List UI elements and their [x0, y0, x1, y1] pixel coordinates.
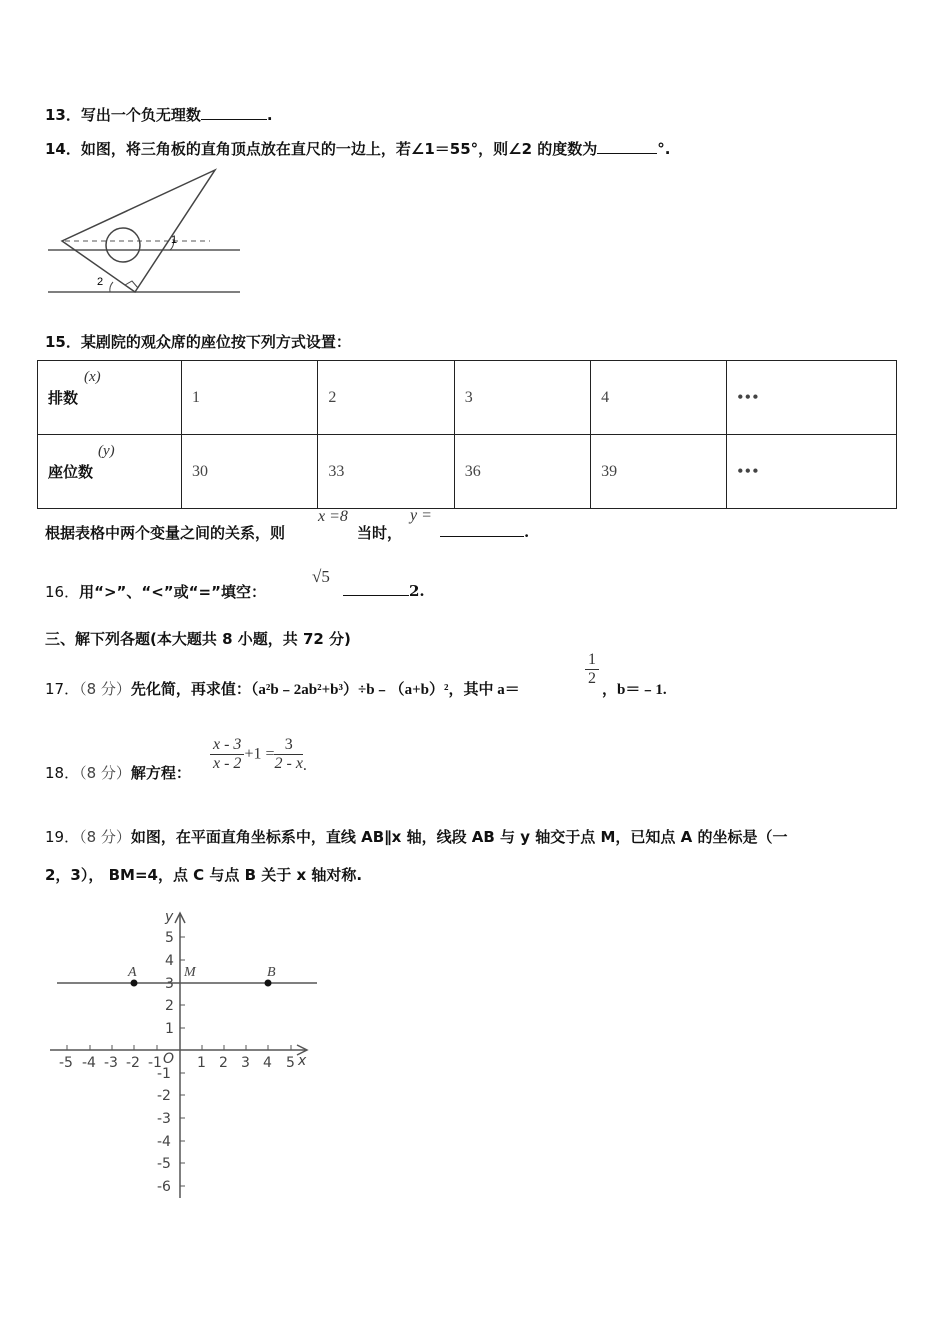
row-header [38, 361, 182, 435]
q19-score: （8 分） [79, 828, 131, 846]
q14-text: 如图，将三角板的直角顶点放在直尺的一边上，若∠1＝55°，则∠2 的度数为 [80, 140, 598, 158]
question-13 [45, 104, 273, 125]
q18-fraction-1 [210, 736, 244, 773]
y-tick-label: -4 [157, 1134, 171, 1150]
table-cell: 30 [182, 435, 318, 509]
table-cell: 39 [591, 435, 727, 509]
q16-text: 用“>”、“<”或“=”填空： [79, 583, 266, 601]
seat-table [37, 360, 897, 509]
y-tick-label: 3 [165, 976, 174, 992]
point-m-label: M [184, 965, 196, 980]
x-tick-label: 4 [263, 1055, 272, 1071]
q15-y-expr: y = [410, 507, 432, 524]
q17-text: 先化简，再求值： [130, 680, 251, 698]
table-cell: ••• [727, 361, 897, 435]
q15-follow-text-a: 根据表格中两个变量之间的关系，则 [45, 524, 286, 542]
q15-x-expr: x =8 [318, 508, 348, 525]
q17-frac-num: 1 [585, 651, 599, 670]
q16-number: 16． [45, 583, 80, 601]
y-tick-label: 1 [165, 1021, 174, 1037]
y-tick-label: -2 [157, 1088, 171, 1104]
y-axis-label: y [165, 909, 174, 925]
table-cell: 2 [318, 361, 454, 435]
q18-f1-den: x - 2 [213, 755, 242, 772]
question-16 [45, 581, 266, 602]
section-3-heading: 三、解下列各题(本大题共 8 小题，共 72 分) [45, 630, 351, 648]
x-tick-label: 1 [197, 1055, 206, 1071]
question-14 [45, 138, 670, 159]
q19-number: 19． [45, 828, 80, 846]
q16-answer-blank[interactable] [343, 581, 409, 596]
table-row [38, 435, 897, 509]
table-cell: ••• [727, 435, 897, 509]
y-tick-label: -6 [157, 1179, 171, 1195]
point-b [265, 980, 272, 987]
point-a-label: A [128, 965, 137, 980]
q16-sqrt5: √5 [312, 567, 330, 586]
origin-label: O [163, 1051, 175, 1067]
q13-end: . [266, 106, 273, 124]
q17-text-b: ，b＝﹣1. [602, 682, 667, 698]
seat-label: 座位数 [48, 463, 94, 481]
q18-end: . [302, 757, 307, 775]
triangle [62, 170, 215, 292]
q15-number: 15． [45, 333, 81, 351]
q19-line2: 2，3）， BM=4，点 C 与点 B 关于 x 轴对称. [45, 866, 363, 884]
x-tick-label: 2 [219, 1055, 228, 1071]
q18-f2-den: 2 - x [274, 755, 303, 772]
point-b-label: B [267, 965, 276, 980]
table-cell: 3 [454, 361, 590, 435]
x-tick-label: -4 [82, 1055, 96, 1071]
q15-follow-text-b: 当时， [357, 524, 403, 542]
q17-frac-den: 2 [588, 670, 596, 687]
q15-text: 某剧院的观众席的座位按下列方式设置： [80, 333, 351, 351]
triangle-hole [106, 228, 140, 262]
triangle-ruler-figure [45, 165, 245, 300]
y-tick-label: 2 [165, 998, 174, 1014]
point-a [131, 980, 138, 987]
q16-end: 2. [409, 582, 425, 600]
table-row [38, 361, 897, 435]
q13-number: 13． [45, 106, 81, 124]
question-19 [45, 826, 787, 847]
y-tick-label: 4 [165, 953, 174, 969]
q18-f2-num: 3 [274, 736, 302, 755]
q18-text: 解方程： [130, 764, 191, 782]
q14-answer-blank[interactable] [597, 139, 657, 154]
q18-equation [210, 736, 307, 775]
angle-2-label: 2 [97, 276, 104, 288]
q19-line1: 如图，在平面直角坐标系中，直线 AB∥x 轴，线段 AB 与 y 轴交于点 M，已知点 A 的坐标是（一 [130, 828, 788, 846]
coordinate-plane [45, 905, 325, 1205]
q14-end: °. [657, 140, 671, 158]
seat-var: (y) [98, 443, 115, 459]
q17-expression: （a²b﹣2ab²+b³）÷b﹣（a+b）²，其中 a＝ [250, 682, 520, 698]
x-tick-label: 5 [286, 1055, 295, 1071]
angle-2-arc [110, 282, 113, 292]
table-cell: 36 [454, 435, 590, 509]
q18-plus: +1 = [244, 745, 275, 763]
table-cell: 33 [318, 435, 454, 509]
q16-answer [343, 581, 425, 600]
q13-answer-blank[interactable] [201, 105, 267, 120]
q15-answer [440, 522, 529, 541]
q17-score: （8 分） [79, 680, 131, 698]
y-tick-label: -3 [157, 1111, 171, 1127]
x-axis-label: x [298, 1053, 307, 1069]
x-tick-label: -1 [148, 1055, 162, 1071]
x-tick-label: -5 [59, 1055, 73, 1071]
x-tick-label: 3 [241, 1055, 250, 1071]
x-tick-label: -2 [126, 1055, 140, 1071]
question-15 [45, 331, 351, 352]
q18-fraction-2 [274, 736, 302, 773]
y-tick-label: 5 [165, 930, 174, 946]
y-tick-label: -5 [157, 1156, 171, 1172]
table-cell: 4 [591, 361, 727, 435]
table-cell: 1 [182, 361, 318, 435]
q18-number: 18． [45, 764, 80, 782]
question-17 [45, 678, 520, 699]
y-tick-label: -1 [157, 1066, 171, 1082]
question-18 [45, 762, 191, 783]
q18-score: （8 分） [79, 764, 131, 782]
angle-1-label: 1 [171, 234, 178, 246]
q17-number: 17． [45, 680, 80, 698]
q13-text: 写出一个负无理数 [80, 106, 201, 124]
x-tick-label: -3 [104, 1055, 118, 1071]
q14-number: 14． [45, 140, 81, 158]
seat-header [38, 435, 182, 509]
row-var: (x) [84, 369, 101, 385]
q15-answer-blank[interactable] [440, 522, 524, 537]
q18-f1-num: x - 3 [210, 736, 244, 755]
row-label: 排数 [48, 389, 79, 407]
q15-end: . [524, 523, 530, 541]
q17-fraction [585, 651, 599, 688]
